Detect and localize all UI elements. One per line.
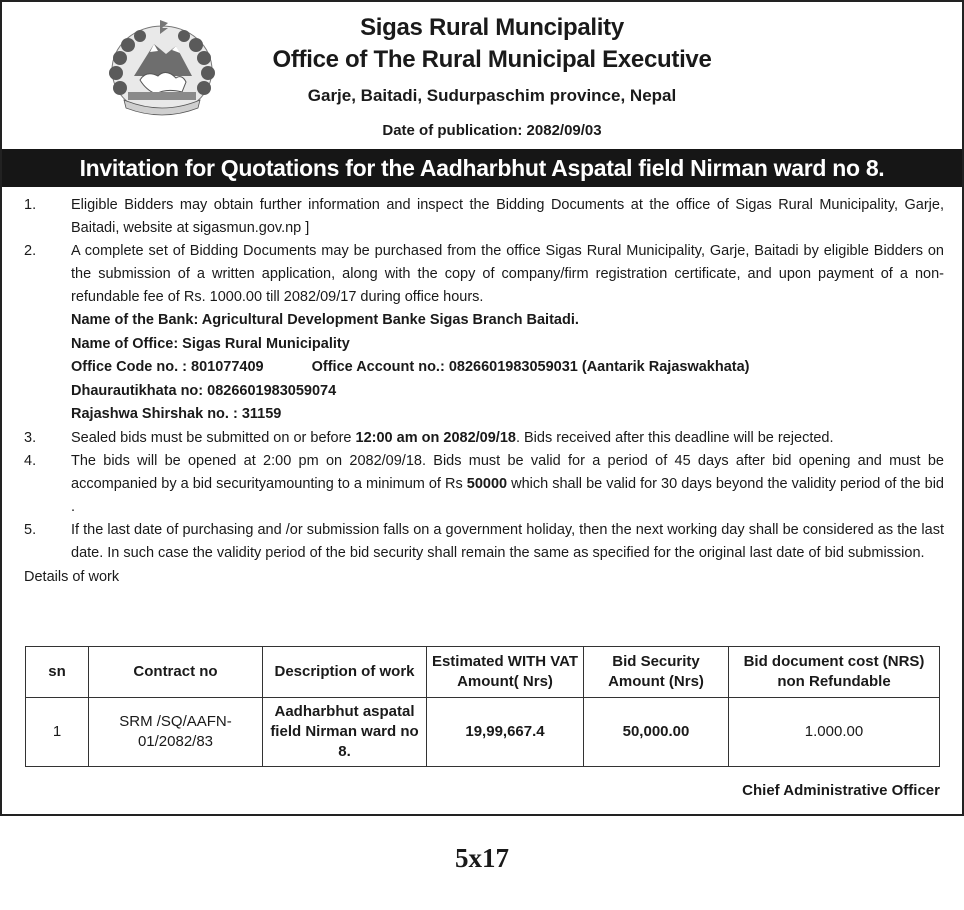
office-address: Garje, Baitadi, Sudurpaschim province, Nepal (307, 86, 677, 105)
publication-label: Date of publication: (382, 122, 523, 139)
table-header-row (26, 647, 940, 698)
dhauraut-account: Dhaurautikhata no: 0826601983059074 (71, 382, 337, 399)
rajashwa-code: Rajashwa Shirshak no. : 31159 (71, 406, 282, 422)
list-item (24, 194, 944, 240)
bank-name: Name of the Bank: Agricultural Development Banke Sigas Branch Baitadi. (71, 312, 579, 328)
item-number: 3. (24, 429, 37, 446)
notice-title-banner: Invitation for Quotations for the Aadharbhut Aspatal field Nirman ward no 8. (2, 149, 962, 187)
office-code: Office Code no. : 801077409 (71, 359, 264, 375)
bank-details (24, 309, 944, 427)
cell-description: Aadharbhut aspatal field Nirman ward no 8. (263, 698, 427, 767)
ad-size-code: 5x17 (455, 843, 509, 873)
item-text (71, 450, 944, 519)
item-text-part: The bids will be opened at 2:00 pm on 2082/09/18. Bids must be valid for a period of 45 days after bid opening and must be accompanied by a bid securityamounting to a minimum of Rs (71, 452, 944, 492)
header-bid-security: Bid Security Amount (Nrs) (584, 647, 729, 698)
item-text: A complete set of Bidding Documents may be purchased from the office Sigas Rural Municipality, Garje, Baitadi by eligible Bidders on the submission of a written application, along with the copy of company/firm registration certificate, and upon payment of a non-refundable fee of Rs. 1000.00 till 2082/09/17 during office hours. (71, 243, 944, 305)
publication-date (202, 122, 782, 139)
item-number: 1. (24, 197, 37, 213)
table-row (26, 698, 940, 767)
item-number: 5. (24, 521, 37, 538)
header-description: Description of work (263, 647, 427, 698)
header-document-cost: Bid document cost (NRS) non Refundable (729, 647, 940, 698)
security-amount-highlight: 50000 (466, 475, 508, 492)
list-item (24, 450, 944, 519)
item-text-part: . Bids received after this deadline will be rejected. (515, 429, 834, 446)
item-text (71, 427, 944, 450)
cell-bid-security: 50,000.00 (584, 698, 729, 767)
item-text-part: which shall be valid for 30 days beyond the validity period of the bid . (71, 475, 944, 515)
publication-date-value: 2082/09/03 (526, 122, 602, 139)
list-item (24, 240, 944, 309)
cell-contract-no: SRM /SQ/AAFN-01/2082/83 (89, 698, 263, 767)
list-item (24, 427, 944, 450)
item-number: 2. (24, 243, 37, 259)
header-sn: sn (26, 647, 89, 698)
office-account: Office Account no.: 0826601983059031 (Aantarik Rajaswakhata) (311, 359, 750, 375)
item-text: If the last date of purchasing and /or submission falls on a government holiday, then the next working day shall be considered as the last date. In such case the validity period of the bid security shall remain the same as specified for the original last date of bid submission. (71, 521, 944, 561)
header-contract-no: Contract no (89, 647, 263, 698)
item-number: 4. (24, 452, 37, 469)
signatory: Chief Administrative Officer (742, 782, 940, 799)
cell-document-cost: 1.000.00 (729, 698, 940, 767)
municipality-name: Sigas Rural Muncipality (360, 14, 624, 41)
office-name-line: Name of Office: Sigas Rural Municipality (71, 335, 350, 352)
work-details-table (25, 646, 940, 767)
item-text-part: Sealed bids must be submitted on or before (71, 429, 356, 446)
notice-body (24, 194, 944, 589)
list-item (24, 519, 944, 565)
header-estimated-amount: Estimated WITH VAT Amount( Nrs) (427, 647, 584, 698)
office-name: Office of The Rural Municipal Executive (272, 46, 712, 73)
item-text: Eligible Bidders may obtain further information and inspect the Bidding Documents at the office of Sigas Rural Municipality, Garje, Baitadi, website at sigasmun.gov.np ] (71, 197, 944, 236)
office-code-line (71, 356, 944, 380)
deadline-highlight: 12:00 am on 2082/09/18 (355, 429, 516, 446)
cell-sn: 1 (26, 698, 89, 767)
details-of-work-label: Details of work (24, 568, 120, 585)
cell-estimated-amount: 19,99,667.4 (427, 698, 584, 767)
